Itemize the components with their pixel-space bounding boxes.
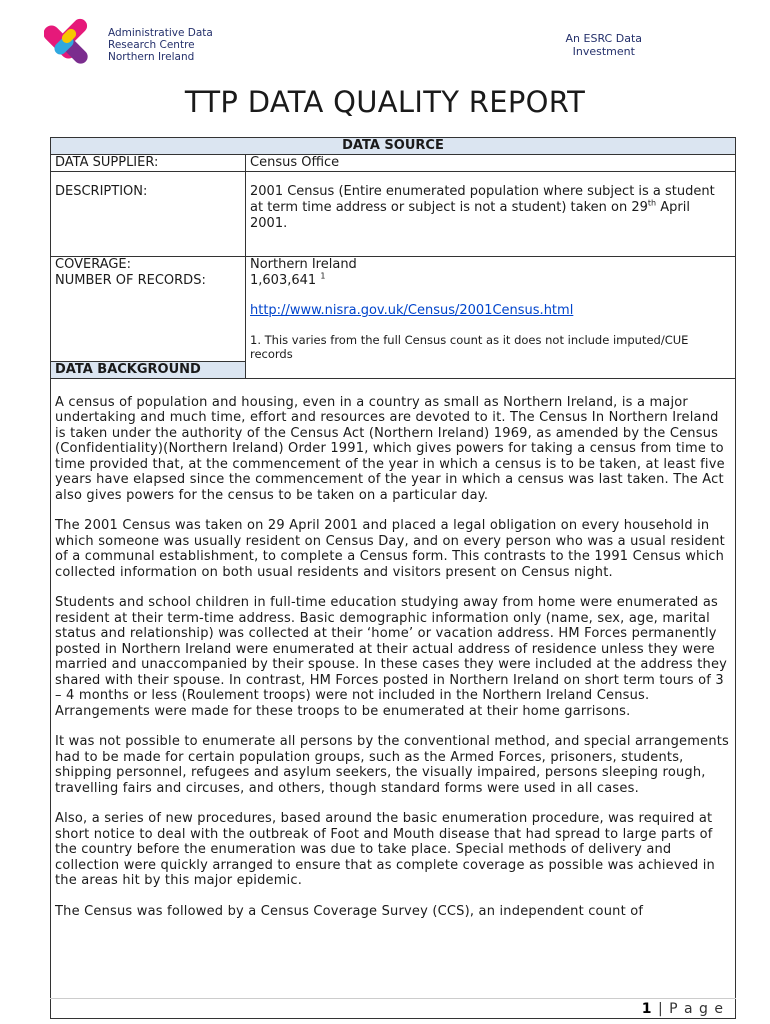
background-paragraph-4: It was not possible to enumerate all persons by the conventional method, and special arrangements had to be made for certain population groups, such as the Armed Forces, prisoners, students, shipping personnel, refugees and asylum seekers, the visually impaired, persons sleeping rough, travelling fairs and circuses, and others, though standard forms were used in all cases. bbox=[55, 734, 730, 796]
background-heading: DATA BACKGROUND bbox=[51, 361, 246, 378]
coverage-label: COVERAGE: bbox=[55, 257, 132, 272]
background-paragraph-6: The Census was followed by a Census Coverage Survey (CCS), an independent count of bbox=[55, 903, 644, 919]
report-title: TTP DATA QUALITY REPORT bbox=[184, 85, 586, 119]
esrc-line-1: An ESRC Data bbox=[565, 32, 642, 45]
page-footer bbox=[642, 1001, 724, 1017]
description-text: 2001 Census (Entire enumerated population where subject is a student at term time address or subject is not a student) taken on 29 bbox=[250, 184, 715, 215]
census-link[interactable]: http://www.nisra.gov.uk/Census/2001Census.html bbox=[250, 303, 574, 318]
description-value bbox=[246, 172, 736, 257]
background-paragraph-1: A census of population and housing, even in a country as small as Northern Ireland, is a major undertaking and much time, effort and resources are devoted to it. The Census In Northern Ireland is taken under the authority of the Census Act (Northern Ireland) 1969, as amended by the Census (Confidentiality)(Northern Ireland) Order 1991, which gives powers for taking a census from time to time provided that, at the commencement of the year in which a census is to be taken, at least five years have elapsed since the commencement of the year in which a census was last taken. The Act also gives powers for the census to be taken on a particular day. bbox=[55, 394, 725, 503]
org-name-line-3: Northern Ireland bbox=[108, 51, 195, 63]
records-note: 1. This varies from the full Census count as it does not include imputed/CUE records bbox=[250, 333, 689, 361]
description-tail: April 2001. bbox=[250, 200, 690, 231]
background-heading-spacer bbox=[246, 361, 736, 378]
description-label: DESCRIPTION: bbox=[51, 172, 246, 257]
records-label: NUMBER OF RECORDS: bbox=[55, 273, 206, 288]
coverage-records-values bbox=[246, 257, 736, 362]
background-paragraph-2: The 2001 Census was taken on 29 April 2001 and placed a legal obligation on every household in which someone was usually resident on Census Day, and on every person who was a usual resident of a communal establishment, to complete a Census form. This contrasts to the 1991 Census which collected information on both usual residents and visitors present on Census night. bbox=[55, 518, 725, 580]
background-body bbox=[51, 378, 736, 1018]
adrc-logo-icon bbox=[44, 12, 106, 74]
org-name bbox=[108, 27, 213, 63]
background-paragraph-3: Students and school children in full-time education studying away from home were enumerated as resident at their term-time address. Basic demographic information only (name, sex, age, marital status and relationship) was collected at their ‘home’ or vacation address. HM Forces permanently posted in Northern Ireland were enumerated at their actual address of residence unless they were married and unaccompanied by their spouse. In these cases they were included at the address they shared with their spouse. In contrast, HM Forces posted in Northern Ireland on short term tours of 3 – 4 months or less (Roulement troops) were not included in the Northern Ireland Census. Arrangements were made for these troops to be enumerated at their home garrisons. bbox=[55, 595, 728, 719]
esrc-line-2: Investment bbox=[572, 45, 635, 58]
footer-divider bbox=[50, 998, 736, 999]
supplier-label: DATA SUPPLIER: bbox=[51, 155, 246, 172]
data-source-heading: DATA SOURCE bbox=[51, 138, 736, 155]
data-source-table bbox=[50, 137, 736, 1019]
records-value: 1,603,641 bbox=[250, 273, 317, 288]
coverage-records-labels bbox=[51, 257, 246, 362]
page-number: 1 bbox=[641, 1001, 653, 1017]
org-name-line-1: Administrative Data bbox=[108, 27, 213, 39]
background-paragraph-5: Also, a series of new procedures, based around the basic enumeration procedure, was required at short notice to deal with the outbreak of Foot and Mouth disease that had spread to large parts of the country before the enumeration was due to take place. Special methods of delivery and collection were quickly arranged to ensure that as complete coverage as possible was achieved in the areas hit by this major epidemic. bbox=[55, 811, 715, 888]
description-sup: th bbox=[647, 198, 657, 208]
coverage-value: Northern Ireland bbox=[250, 257, 357, 272]
supplier-value: Census Office bbox=[246, 155, 736, 172]
footer-separator: | bbox=[652, 1001, 670, 1017]
esrc-badge bbox=[566, 32, 642, 58]
page-word: P a g e bbox=[669, 1001, 724, 1017]
org-name-line-2: Research Centre bbox=[108, 39, 195, 51]
records-sup: 1 bbox=[320, 271, 326, 281]
